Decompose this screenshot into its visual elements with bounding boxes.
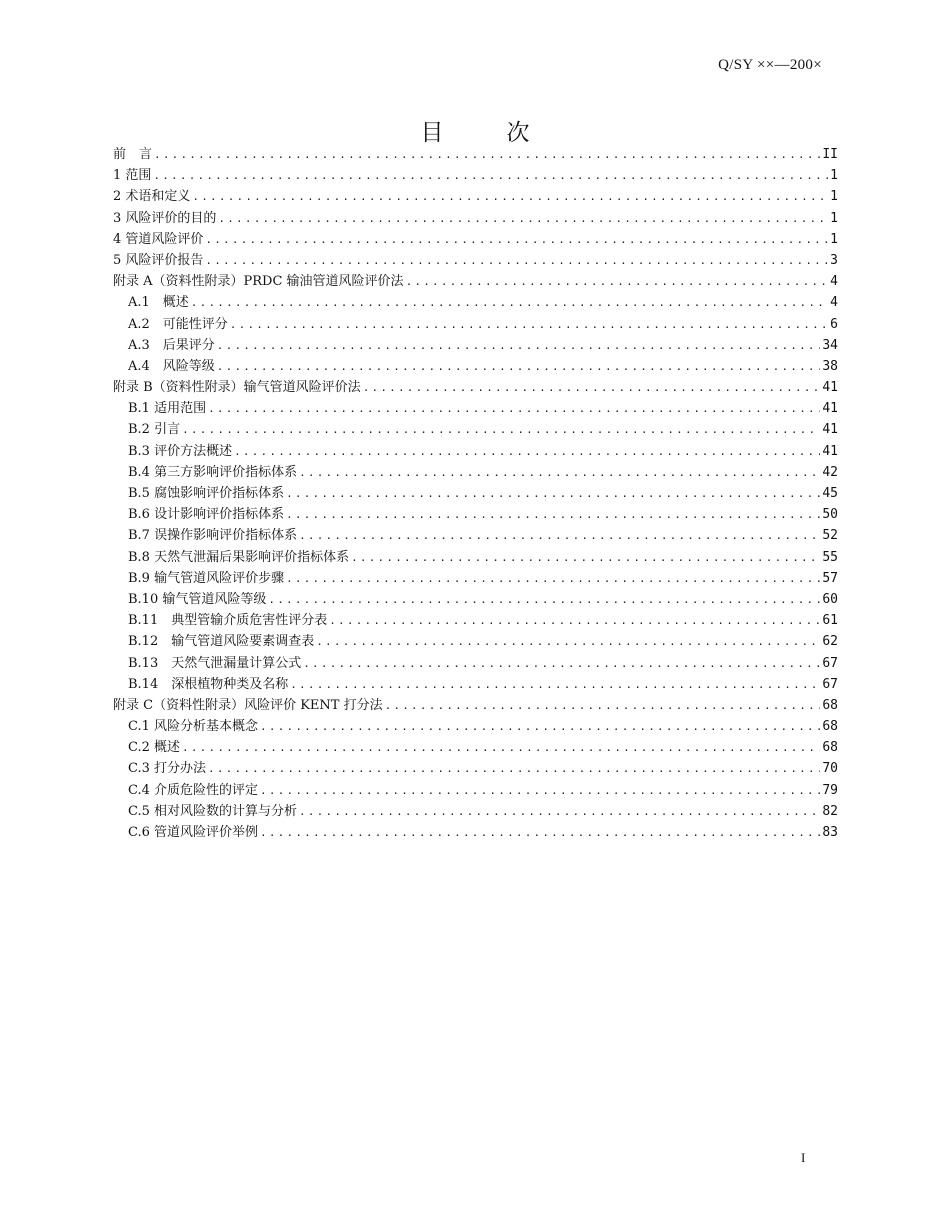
toc-entry[interactable] (113, 758, 838, 779)
toc-entry-label: 附录 A（资料性附录）PRDC 输油管道风险评价法 (113, 274, 404, 290)
toc-entry[interactable] (113, 780, 838, 801)
toc-dot-leader (217, 356, 821, 377)
toc-dot-leader (182, 419, 820, 440)
toc-dot-leader (217, 335, 821, 356)
toc-dot-leader (191, 292, 828, 313)
toc-entry[interactable] (113, 483, 838, 504)
toc-entry-label: 前 言 (113, 147, 153, 162)
document-code: Q/SY ××—200× (718, 57, 822, 73)
toc-entry[interactable] (113, 186, 838, 207)
toc-dot-leader (299, 801, 820, 822)
toc-entry-page: 1 (830, 189, 838, 205)
toc-dot-leader (286, 504, 820, 525)
toc-entry-page: 50 (822, 507, 838, 523)
toc-entry-page: 61 (822, 613, 838, 629)
toc-entry-label: B.7 误操作影响评价指标体系 (128, 528, 298, 544)
toc-entry-label: C.3 打分办法 (128, 761, 207, 777)
toc-entry-page: 70 (822, 761, 838, 777)
toc-entry-page: 3 (830, 252, 838, 268)
toc-entry-label: C.2 概述 (128, 740, 181, 756)
toc-entry-label: B.9 输气管道风险评价步骤 (128, 570, 285, 586)
toc-entry[interactable] (113, 653, 838, 674)
toc-entry[interactable] (113, 398, 838, 419)
toc-entry-label: 4 管道风险评价 (113, 231, 204, 247)
toc-entry-label: B.13 天然气泄漏量计算公式 (128, 655, 302, 671)
toc-entry[interactable] (113, 441, 838, 462)
toc-entry-page: 42 (822, 464, 838, 480)
toc-entry[interactable] (113, 631, 838, 652)
toc-dot-leader (363, 377, 821, 398)
toc-entry[interactable] (113, 250, 838, 271)
toc-entry[interactable] (113, 504, 838, 525)
toc-dot-leader (234, 441, 820, 462)
toc-dot-leader (299, 462, 820, 483)
toc-entry[interactable] (113, 377, 838, 398)
toc-dot-leader (286, 568, 820, 589)
toc-entry[interactable] (113, 271, 838, 292)
toc-entry-page: 1 (830, 210, 838, 226)
toc-entry-page: 82 (822, 803, 838, 819)
toc-dot-leader (208, 398, 820, 419)
toc-entry-label: A.1 概述 (128, 295, 189, 311)
toc-entry[interactable] (113, 716, 838, 737)
toc-entry[interactable] (113, 822, 838, 843)
toc-entry-label: B.11 典型管输介质危害性评分表 (128, 613, 328, 629)
toc-entry[interactable] (113, 462, 838, 483)
toc-entry[interactable] (113, 695, 838, 716)
toc-entry-label: A.3 后果评分 (128, 337, 215, 353)
toc-entry[interactable] (113, 737, 838, 758)
toc-dot-leader (154, 144, 820, 165)
toc-entry-label: B.12 输气管道风险要素调查表 (128, 634, 315, 650)
toc-entry-label: 附录 C（资料性附录）风险评价 KENT 打分法 (113, 697, 383, 713)
toc-entry-label: B.4 第三方影响评价指标体系 (128, 464, 298, 480)
toc-entry[interactable] (113, 144, 838, 165)
page-title: 目 次 (420, 120, 550, 146)
toc-entry[interactable] (113, 292, 838, 313)
toc-entry-label: C.6 管道风险评价举例 (128, 825, 259, 840)
toc-entry-page: 57 (822, 570, 838, 586)
toc-dot-leader (351, 547, 820, 568)
toc-entry-label: B.3 评价方法概述 (128, 443, 233, 459)
toc-entry-page: 67 (822, 676, 838, 692)
toc-dot-leader (208, 758, 820, 779)
toc-entry-label: 1 范围 (113, 168, 152, 184)
toc-entry-label: B.8 天然气泄漏后果影响评价指标体系 (128, 549, 350, 565)
toc-entry[interactable] (113, 568, 838, 589)
toc-dot-leader (299, 525, 820, 546)
toc-entry-page: 83 (822, 825, 838, 840)
toc-entry[interactable] (113, 801, 838, 822)
toc-entry-page: 68 (822, 719, 838, 735)
table-of-contents (113, 144, 838, 843)
toc-entry[interactable] (113, 547, 838, 568)
toc-entry-label: 5 风险评价报告 (113, 252, 204, 268)
toc-entry-label: B.2 引言 (128, 422, 181, 438)
toc-entry-page: 62 (822, 634, 838, 650)
toc-entry-page: 41 (822, 443, 838, 459)
toc-entry[interactable] (113, 674, 838, 695)
toc-dot-leader (230, 314, 828, 335)
toc-entry-page: II (822, 147, 838, 162)
toc-dot-leader (290, 674, 820, 695)
toc-entry-label: C.1 风险分析基本概念 (128, 719, 259, 735)
toc-entry[interactable] (113, 610, 838, 631)
toc-entry[interactable] (113, 335, 838, 356)
toc-entry-page: 6 (830, 316, 838, 332)
toc-entry-label: B.6 设计影响评价指标体系 (128, 507, 285, 523)
toc-entry-page: 4 (830, 295, 838, 311)
toc-entry-label: 附录 B（资料性附录）输气管道风险评价法 (113, 380, 361, 396)
toc-dot-leader (192, 186, 828, 207)
toc-entry-page: 41 (822, 422, 838, 438)
toc-entry[interactable] (113, 525, 838, 546)
toc-dot-leader (153, 165, 828, 186)
toc-entry-page: 68 (822, 740, 838, 756)
toc-dot-leader (406, 271, 829, 292)
toc-entry[interactable] (113, 356, 838, 377)
toc-entry-page: 79 (822, 782, 838, 798)
toc-entry[interactable] (113, 208, 838, 229)
toc-entry-label: A.4 风险等级 (128, 358, 215, 374)
toc-dot-leader (329, 610, 820, 631)
toc-dot-leader (260, 716, 820, 737)
toc-dot-leader (316, 631, 820, 652)
toc-entry-label: 2 术语和定义 (113, 189, 191, 205)
toc-entry-page: 34 (822, 337, 838, 353)
toc-dot-leader (286, 483, 820, 504)
toc-entry-label: B.10 输气管道风险等级 (128, 591, 267, 607)
toc-entry[interactable] (113, 314, 838, 335)
toc-entry-label: A.2 可能性评分 (128, 316, 228, 332)
toc-entry-page: 52 (822, 528, 838, 544)
toc-dot-leader (218, 208, 828, 229)
toc-entry-page: 67 (822, 655, 838, 671)
toc-entry-page: 38 (822, 358, 838, 374)
toc-entry-page: 45 (822, 486, 838, 501)
page-number: I (801, 1150, 806, 1165)
toc-dot-leader (303, 653, 820, 674)
toc-entry[interactable] (113, 589, 838, 610)
toc-entry-label: B.14 深根植物种类及名称 (128, 676, 289, 692)
toc-entry-page: 68 (822, 697, 838, 713)
toc-entry[interactable] (113, 165, 838, 186)
toc-entry-page: 41 (822, 401, 838, 417)
toc-entry-page: 55 (822, 549, 838, 565)
toc-dot-leader (260, 780, 820, 801)
toc-dot-leader (205, 250, 828, 271)
toc-entry-page: 1 (830, 231, 838, 247)
toc-entry-page: 4 (830, 274, 838, 290)
toc-entry-label: 3 风险评价的目的 (113, 210, 217, 226)
toc-dot-leader (205, 229, 828, 250)
toc-dot-leader (182, 737, 820, 758)
toc-dot-leader (260, 822, 820, 843)
toc-dot-leader (268, 589, 820, 610)
toc-entry-label: B.1 适用范围 (128, 401, 207, 417)
toc-entry[interactable] (113, 229, 838, 250)
toc-entry-page: 60 (822, 591, 838, 607)
toc-entry-label: C.4 介质危险性的评定 (128, 782, 259, 798)
toc-entry-label: C.5 相对风险数的计算与分析 (128, 803, 298, 819)
toc-entry-page: 41 (822, 380, 838, 396)
toc-entry[interactable] (113, 419, 838, 440)
toc-entry-label: B.5 腐蚀影响评价指标体系 (128, 486, 285, 501)
toc-dot-leader (385, 695, 821, 716)
toc-entry-page: 1 (830, 168, 838, 184)
